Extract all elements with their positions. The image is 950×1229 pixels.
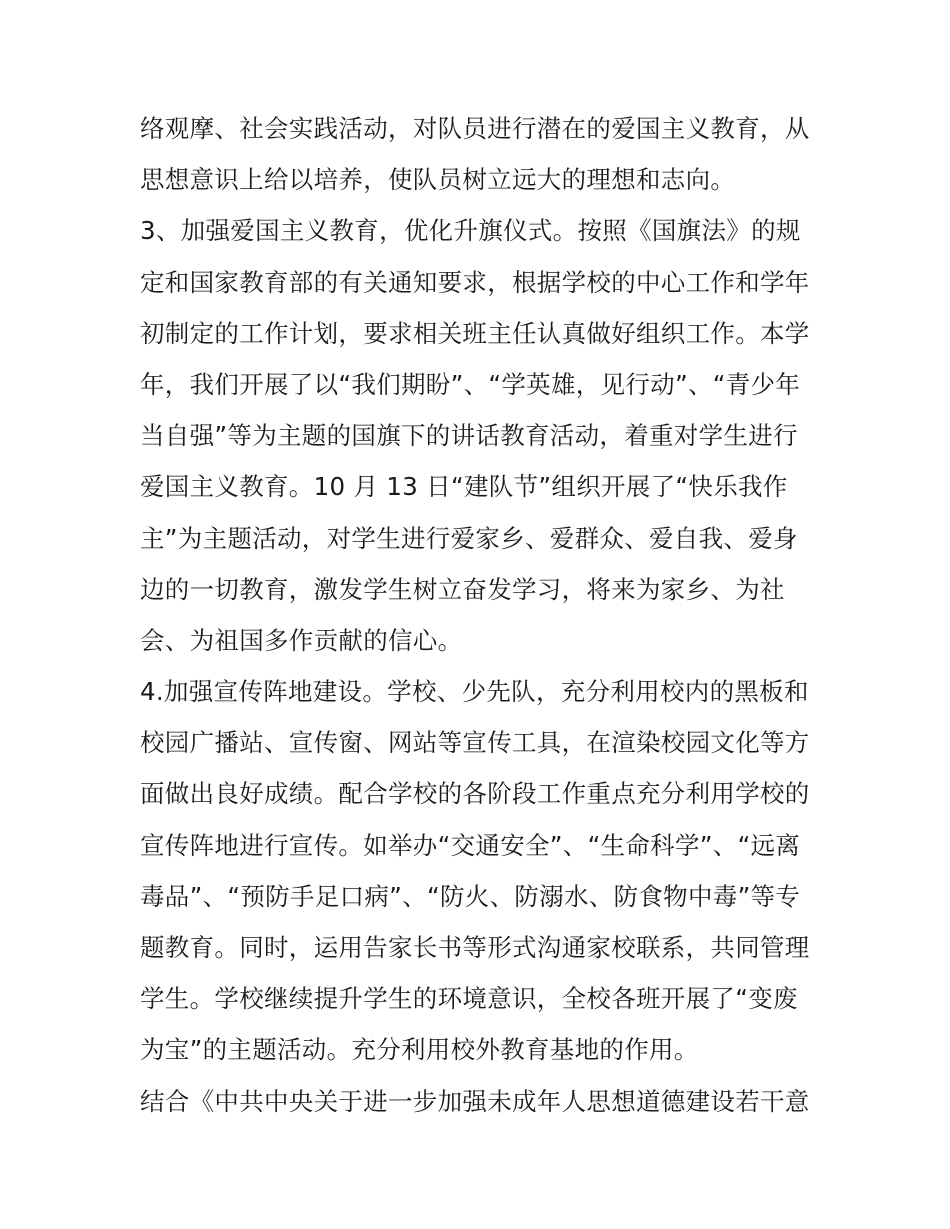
text-line: 初制定的工作计划，要求相关班主任认真做好组织工作。本学 — [140, 318, 810, 348]
text-line: 毒品”、“预防手足口病”、“防火、防溺水、防食物中毒”等专 — [140, 881, 801, 911]
text-line: 络观摩、社会实践活动，对队员进行潜在的爱国主义教育，从 — [140, 114, 810, 143]
text-line: 年，我们开展了以“我们期盼”、“学英雄，见行动”、“青少年 — [140, 369, 801, 399]
text-line: 定和国家教育部的有关通知要求，根据学校的中心工作和学年 — [140, 267, 810, 297]
text-line: 思想意识上给以培养，使队员树立远大的理想和志向。 — [140, 165, 736, 195]
text-line: 主”为主题活动，对学生进行爱家乡、爱群众、爱自我、爱身 — [140, 523, 798, 553]
text-line: 题教育。同时，运用告家长书等形式沟通家校联系，共同管理 — [140, 933, 810, 962]
text-line: 边的一切教育，激发学生树立奋发学习，将来为家乡、为社 — [140, 574, 785, 604]
text-line: 为宝”的主题活动。充分利用校外教育基地的作用。 — [140, 1035, 699, 1065]
text-line: 当自强”等为主题的国旗下的讲话教育活动，着重对学生进行 — [140, 421, 798, 451]
text-line: 爱国主义教育。10 月 13 日“建队节”组织开展了“快乐我作 — [140, 472, 788, 502]
text-line: 3、加强爱国主义教育，优化升旗仪式。按照《国旗法》的规 — [140, 216, 801, 246]
text-line: 会、为祖国多作贡献的信心。 — [140, 625, 463, 655]
text-line: 宣传阵地进行宣传。如举办“交通安全”、“生命科学”、“远离 — [140, 830, 801, 860]
text-line: 校园广播站、宣传窗、网站等宣传工具，在渲染校园文化等方 — [140, 728, 810, 758]
text-line: 4.加强宣传阵地建设。学校、少先队，充分利用校内的黑板和 — [140, 677, 809, 707]
text-line: 面做出良好成绩。配合学校的各阶段工作重点充分利用学校的 — [140, 779, 810, 809]
text-line: 结合《中共中央关于进一步加强未成年人思想道德建设若干意 — [140, 1086, 810, 1116]
document-body — [140, 103, 820, 1127]
text-line: 学生。学校继续提升学生的环境意识，全校各班开展了“变废 — [140, 984, 798, 1014]
